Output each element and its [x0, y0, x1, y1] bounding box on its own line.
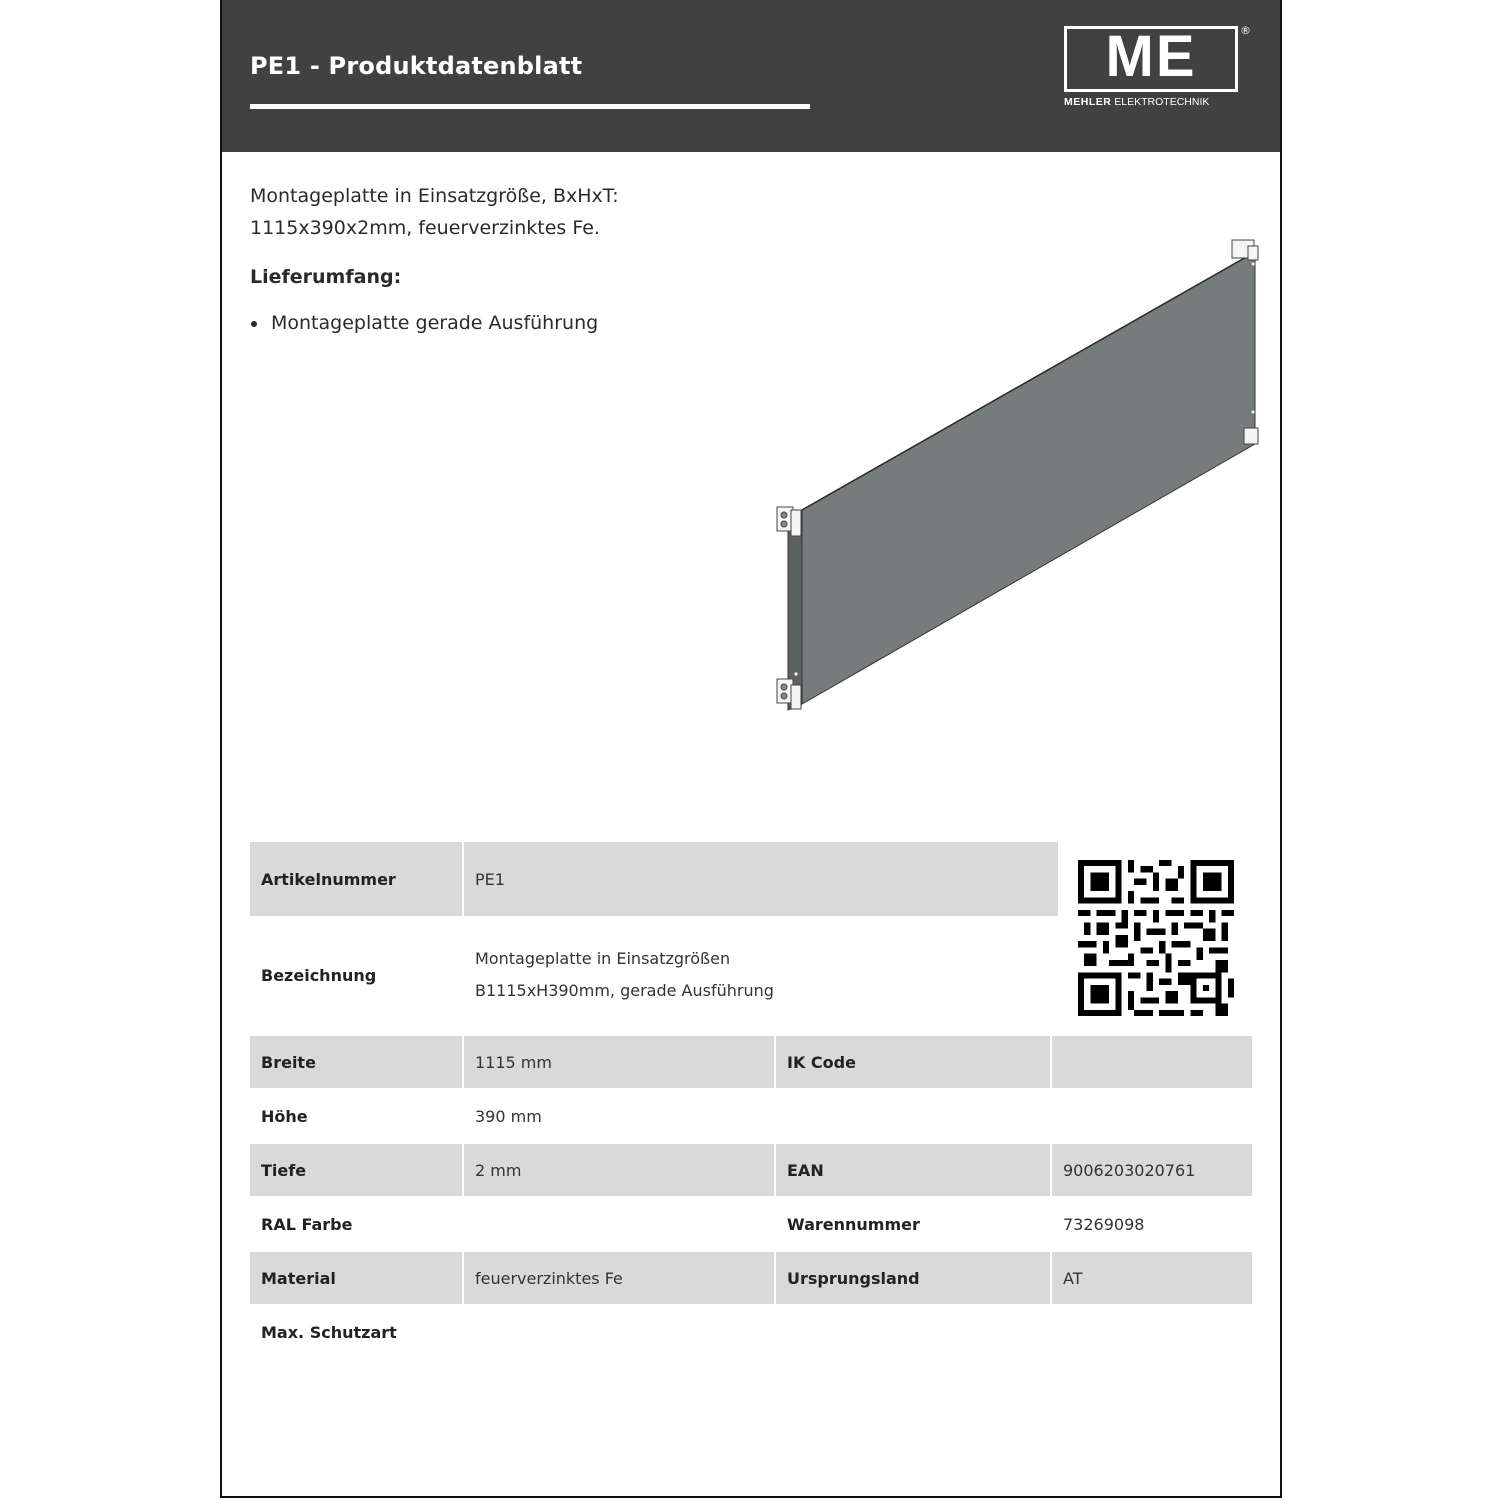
bezeichnung-line-1: Montageplatte in Einsatzgrößen: [475, 949, 731, 968]
artikelnummer-value: PE1: [464, 842, 1058, 916]
table-row: [250, 1090, 1252, 1142]
table-row: [250, 1306, 1252, 1358]
datasheet-page: [220, 0, 1282, 1498]
logo-mark: ME: [1105, 24, 1197, 89]
bezeichnung-value: [464, 916, 1058, 1034]
hoehe-value: 390 mm: [475, 1106, 542, 1126]
max-schutzart-label: Max. Schutzart: [261, 1322, 397, 1342]
bezeichnung-line-2: B1115xH390mm, gerade Ausführung: [475, 981, 774, 1000]
logo-brand: MEHLER: [1064, 96, 1112, 108]
max-schutzart-value: [464, 1306, 774, 1358]
tiefe-value: 2 mm: [464, 1144, 774, 1196]
scope-item: Montageplatte gerade Ausführung: [250, 308, 598, 338]
table-row: [250, 1198, 1252, 1250]
scope-list: [250, 308, 598, 338]
page-title: PE1 - Produktdatenblatt: [250, 52, 583, 80]
logo-tagline: [1064, 96, 1264, 108]
material-value: feuerverzinktes Fe: [464, 1252, 774, 1304]
description-line-2: 1115x390x2mm, feuerverzinktes Fe.: [250, 217, 600, 239]
ik-code-label: IK Code: [776, 1036, 1050, 1088]
qr-code-icon: [1078, 860, 1234, 1016]
warennummer-value: 73269098: [1063, 1214, 1145, 1234]
table-row: [250, 1036, 1252, 1088]
warennummer-label: Warennummer: [787, 1214, 920, 1234]
table-row: [250, 1252, 1252, 1304]
ik-code-value: [1052, 1036, 1252, 1088]
ean-label: EAN: [776, 1144, 1050, 1196]
product-description: [250, 180, 670, 244]
ean-value: 9006203020761: [1052, 1144, 1252, 1196]
breite-label: Breite: [250, 1036, 462, 1088]
material-label: Material: [250, 1252, 462, 1304]
artikelnummer-label: Artikelnummer: [250, 842, 462, 916]
ral-farbe-value: [464, 1198, 774, 1250]
ursprungsland-label: Ursprungsland: [776, 1252, 1050, 1304]
table-row: [250, 1144, 1252, 1196]
tiefe-label: Tiefe: [250, 1144, 462, 1196]
hoehe-label: Höhe: [261, 1106, 308, 1126]
scope-heading: Lieferumfang:: [250, 266, 402, 288]
mehler-logo: [1064, 24, 1254, 114]
header-bar: [222, 0, 1280, 152]
breite-value: 1115 mm: [464, 1036, 774, 1088]
ursprungsland-value: AT: [1052, 1252, 1252, 1304]
description-line-1: Montageplatte in Einsatzgröße, BxHxT:: [250, 185, 619, 207]
bezeichnung-label: Bezeichnung: [261, 965, 377, 985]
product-image: [770, 232, 1270, 722]
logo-division: ELEKTROTECHNIK: [1114, 96, 1210, 108]
registered-mark: ®: [1240, 24, 1251, 37]
ral-farbe-label: RAL Farbe: [261, 1214, 353, 1234]
title-underline: [250, 104, 810, 109]
